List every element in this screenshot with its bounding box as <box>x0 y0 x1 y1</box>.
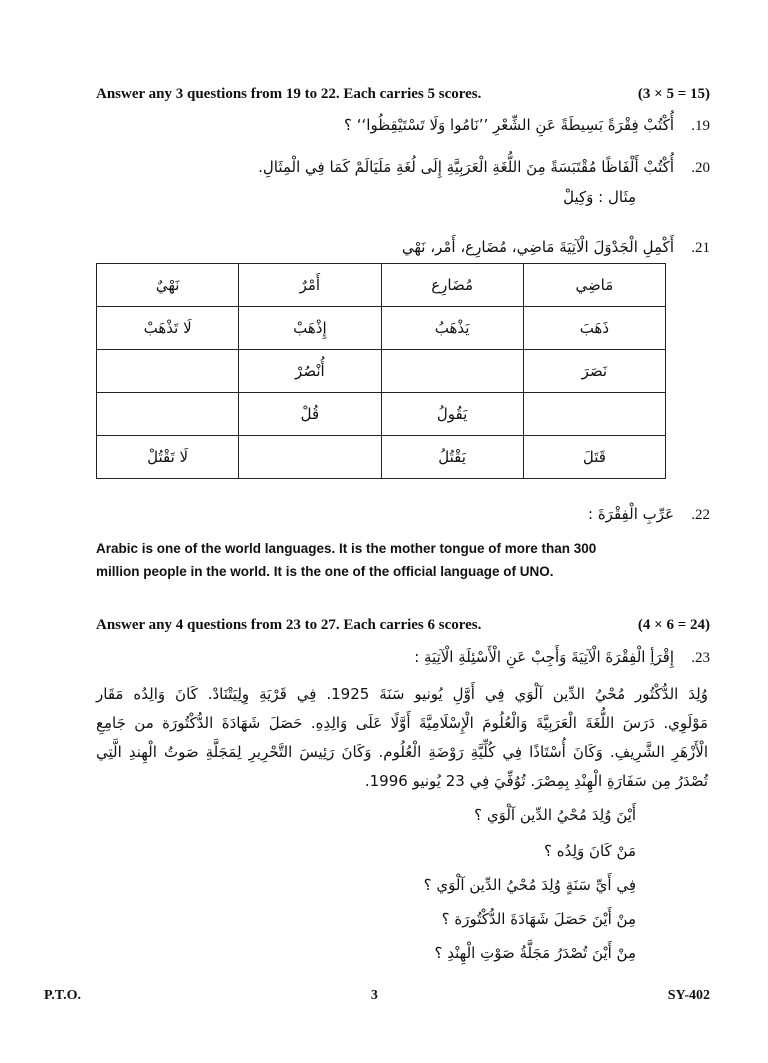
passage-line: الْأَزْهَرِ الشَّرِيفِ. وَكَانَ أُسْتَاذًا فِي كُلِّيَّةِ رَوْضَةِ الْعُلُوم. وَكَانَ رَئِيسَ التَّحْرِيرِ لِمَجَلَّةِ صَوتُ الْهِندِ الَّتِي <box>96 743 708 761</box>
question-23 <box>96 648 710 667</box>
passage-line: million people in the world. It is the one of the official language of UNO. <box>96 564 554 579</box>
footer-page-number: 3 <box>370 988 378 1003</box>
section1-marks: (3 × 5 = 15) <box>637 86 710 102</box>
table-header-cell: مُضَارِع <box>381 264 523 307</box>
question-22-text: عَرِّبِ الْفِقْرَةَ : <box>588 505 674 523</box>
table-cell <box>381 350 523 393</box>
question-23-number: .23 <box>691 650 710 666</box>
question-20 <box>96 158 710 177</box>
table-cell: لَا تَذْهَبْ <box>97 307 239 350</box>
passage-line: تُصْدَرُ مِن سَفَارَةِ الْهِنْدِ بِمِصْرَ. تُوُفِّيَ فِي 23 يُونيو 1996. <box>364 772 708 790</box>
table-cell <box>523 393 665 436</box>
table-cell: يَقْتُلُ <box>381 436 523 479</box>
table-header-cell: نَهْيٌ <box>97 264 239 307</box>
question-23-subquestion: أَيْنَ وُلِدَ مُحْيُ الدِّين آلْوَي ؟ <box>474 806 636 824</box>
table-header-row <box>97 264 666 307</box>
table-row <box>97 350 666 393</box>
page-footer <box>44 988 710 1004</box>
section1-instruction: Answer any 3 questions from 19 to 22. Each carries 5 scores. <box>96 86 482 102</box>
question-22-english-passage <box>96 537 671 583</box>
table-cell: ذَهَبَ <box>523 307 665 350</box>
question-22 <box>96 505 710 524</box>
question-23-subquestion: مِنْ أَيْنَ حَصَلَ شَهَادَةَ الدُّكْتُورَة ؟ <box>441 910 636 928</box>
table-cell: إِذْهَبْ <box>239 307 381 350</box>
question-21-text: أَكْمِلِ الْجَدْوَلَ الْآتِيَةَ مَاضِي، مُضَارِع، أَمْر، نَهْي <box>401 238 674 256</box>
question-20-number: .20 <box>691 160 710 176</box>
table-header-cell: مَاضِي <box>523 264 665 307</box>
verb-table <box>96 263 666 479</box>
question-21-number: .21 <box>691 240 710 256</box>
table-cell: يَقُولُ <box>381 393 523 436</box>
question-23-arabic-passage <box>96 680 708 796</box>
question-23-subquestion: فِي أَيِّ سَنَةٍ وُلِدَ مُحْيُ الدِّين آلْوَي ؟ <box>423 876 636 894</box>
table-cell: يَذْهَبُ <box>381 307 523 350</box>
table-cell <box>97 350 239 393</box>
passage-line: مَوْلَوِي. دَرَسَ اللُّغَةَ الْعَرَبِيَّةَ وَالْعُلُومَ الْإِسْلَامِيَّةَ أَوَّلًا عَلَى وَالِدِهِ. حَصَلَ شَهَادَةَ الدُّكْتُورَة من جَامِعِ <box>96 714 708 732</box>
passage-line: Arabic is one of the world languages. It is the mother tongue of more than 300 <box>96 541 597 556</box>
table-cell: أُنْصُرْ <box>239 350 381 393</box>
question-19-number: .19 <box>691 118 710 134</box>
table-cell: قُلْ <box>239 393 381 436</box>
table-cell: قَتَلَ <box>523 436 665 479</box>
table-cell <box>97 393 239 436</box>
question-21 <box>96 238 710 257</box>
question-20-text: أُكْتُبْ أَلْفَاظًا مُقْتَبَسَةً مِنَ اللُّغَةِ الْعَرَبِيَّةِ إِلَى لُغَةِ مَلَيَالَمْ كَمَا فِي الْمِثَالِ. <box>258 158 674 176</box>
passage-line: وُلِدَ الدُّكْتُور مُحْيُ الدِّين آلْوَي فِي أَوَّلِ يُونيو سَنَةَ 1925. فِي قَرْيَةِ وِلِيَتْنَادْ. كَانَ وَالِدُه مَقَار <box>96 685 708 703</box>
table-row <box>97 436 666 479</box>
section1-header <box>96 86 710 103</box>
table-cell <box>239 436 381 479</box>
footer-pto: P.T.O. <box>44 988 81 1003</box>
table-cell: لَا تَقْتُلْ <box>97 436 239 479</box>
footer-code: SY-402 <box>667 988 710 1003</box>
question-23-subquestion: مَنْ كَانَ وَلِدُه ؟ <box>544 842 636 860</box>
section2-instruction: Answer any 4 questions from 23 to 27. Each carries 6 scores. <box>96 617 482 633</box>
table-row <box>97 393 666 436</box>
table-header-cell: أَمْرٌ <box>239 264 381 307</box>
section2-marks: (4 × 6 = 24) <box>637 617 710 633</box>
question-23-subquestion: مِنْ أَيْنَ تُصْدَرُ مَجَلَّةُ صَوْتِ الْهِنْدِ ؟ <box>434 944 636 962</box>
question-20-example: مِثَال : وَكِيلْ <box>563 188 636 206</box>
question-19-text: أُكْتُبْ فِقْرَةً بَسِيطَةً عَنِ الشِّعْرِ ’’نَامُوا وَلَا تَسْتَيْقِظُوا‘‘ ؟ <box>344 116 674 134</box>
question-23-text: إِقْرَأِ الْفِقْرَةَ الْآتِيَةَ وَأَجِبْ عَنِ الْأَسْئِلَةِ الْآتِيَةِ : <box>414 648 674 666</box>
question-19 <box>96 116 710 135</box>
section2-header <box>96 617 710 634</box>
question-22-number: .22 <box>691 507 710 523</box>
table-cell: نَصَرَ <box>523 350 665 393</box>
table-row <box>97 307 666 350</box>
